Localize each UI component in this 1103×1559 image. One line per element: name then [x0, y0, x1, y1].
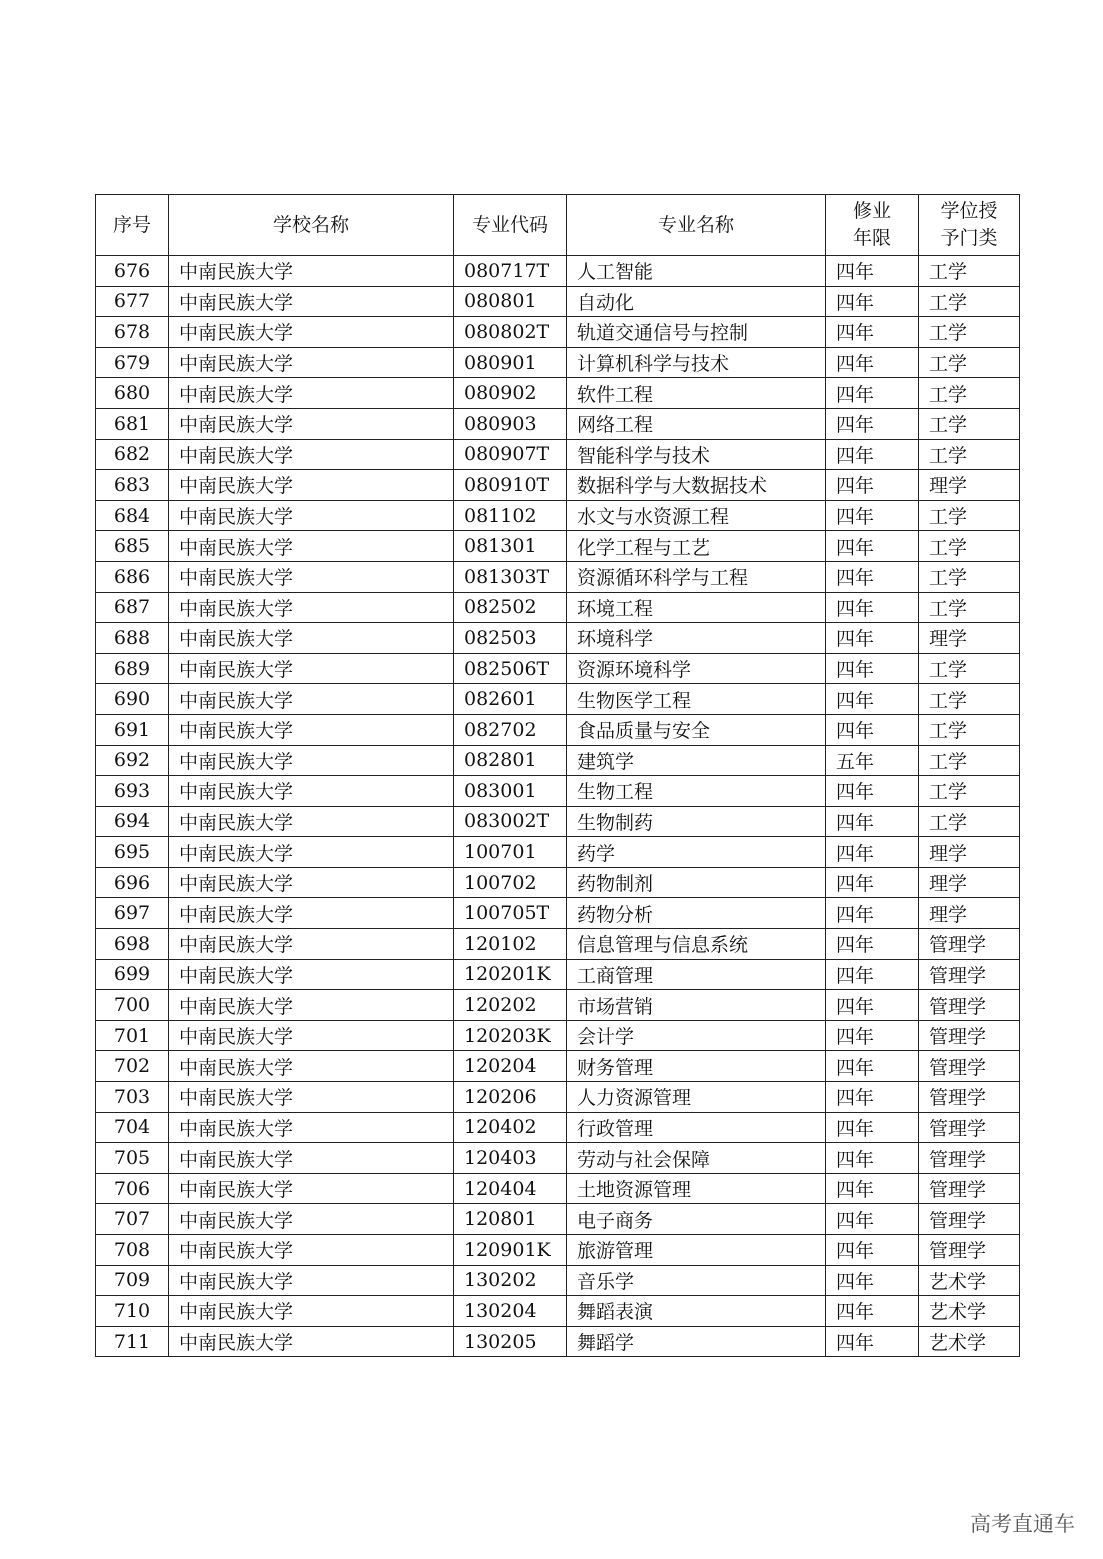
- major-cell: 建筑学: [567, 745, 826, 776]
- code-cell: 081303T: [454, 561, 567, 592]
- duration-cell: 四年: [826, 408, 919, 439]
- table-row: [96, 347, 1020, 378]
- code-cell: 081102: [454, 500, 567, 531]
- degree-cell: 工学: [919, 317, 1020, 348]
- seq-cell: 703: [96, 1082, 169, 1113]
- degree-cell: 管理学: [919, 990, 1020, 1021]
- code-cell: 080802T: [454, 317, 567, 348]
- degree-cell: 管理学: [919, 1112, 1020, 1143]
- duration-cell: 四年: [826, 500, 919, 531]
- seq-cell: 702: [96, 1051, 169, 1082]
- code-cell: 080901: [454, 347, 567, 378]
- degree-cell: 管理学: [919, 1051, 1020, 1082]
- major-cell: 化学工程与工艺: [567, 531, 826, 562]
- degree-cell: 艺术学: [919, 1296, 1020, 1327]
- header-duration-line2: 年限: [852, 227, 891, 249]
- seq-cell: 696: [96, 867, 169, 898]
- school-cell: 中南民族大学: [169, 1051, 454, 1082]
- degree-cell: 管理学: [919, 1082, 1020, 1113]
- degree-cell: 工学: [919, 531, 1020, 562]
- duration-cell: 四年: [826, 286, 919, 317]
- table-row: [96, 317, 1020, 348]
- degree-cell: 管理学: [919, 1173, 1020, 1204]
- header-duration: [826, 195, 919, 256]
- school-cell: 中南民族大学: [169, 1082, 454, 1113]
- degree-cell: 理学: [919, 867, 1020, 898]
- degree-cell: 理学: [919, 837, 1020, 868]
- degree-cell: 工学: [919, 500, 1020, 531]
- duration-cell: 四年: [826, 990, 919, 1021]
- school-cell: 中南民族大学: [169, 898, 454, 929]
- code-cell: 082503: [454, 623, 567, 654]
- duration-cell: 四年: [826, 684, 919, 715]
- major-cell: 信息管理与信息系统: [567, 929, 826, 960]
- code-cell: 120201K: [454, 959, 567, 990]
- duration-cell: 四年: [826, 561, 919, 592]
- school-cell: 中南民族大学: [169, 1020, 454, 1051]
- degree-cell: 工学: [919, 286, 1020, 317]
- header-seq: 序号: [96, 195, 169, 256]
- code-cell: 080717T: [454, 256, 567, 287]
- table-row: [96, 1265, 1020, 1296]
- major-cell: 环境科学: [567, 623, 826, 654]
- degree-cell: 工学: [919, 684, 1020, 715]
- major-cell: 网络工程: [567, 408, 826, 439]
- degree-cell: 工学: [919, 745, 1020, 776]
- seq-cell: 699: [96, 959, 169, 990]
- seq-cell: 689: [96, 653, 169, 684]
- seq-cell: 690: [96, 684, 169, 715]
- seq-cell: 681: [96, 408, 169, 439]
- major-cell: 市场营销: [567, 990, 826, 1021]
- table-row: [96, 256, 1020, 287]
- table-row: [96, 1051, 1020, 1082]
- school-cell: 中南民族大学: [169, 623, 454, 654]
- school-cell: 中南民族大学: [169, 806, 454, 837]
- code-cell: 100705T: [454, 898, 567, 929]
- major-cell: 软件工程: [567, 378, 826, 409]
- code-cell: 080902: [454, 378, 567, 409]
- table-row: [96, 531, 1020, 562]
- table-row: [96, 714, 1020, 745]
- code-cell: 082502: [454, 592, 567, 623]
- code-cell: 120202: [454, 990, 567, 1021]
- table-row: [96, 837, 1020, 868]
- major-cell: 工商管理: [567, 959, 826, 990]
- table-row: [96, 867, 1020, 898]
- seq-cell: 682: [96, 439, 169, 470]
- code-cell: 082801: [454, 745, 567, 776]
- degree-cell: 艺术学: [919, 1265, 1020, 1296]
- code-cell: 120206: [454, 1082, 567, 1113]
- degree-cell: 工学: [919, 256, 1020, 287]
- degree-cell: 管理学: [919, 1143, 1020, 1174]
- degree-cell: 艺术学: [919, 1326, 1020, 1357]
- table-row: [96, 439, 1020, 470]
- code-cell: 080907T: [454, 439, 567, 470]
- seq-cell: 688: [96, 623, 169, 654]
- school-cell: 中南民族大学: [169, 867, 454, 898]
- duration-cell: 四年: [826, 867, 919, 898]
- school-cell: 中南民族大学: [169, 745, 454, 776]
- seq-cell: 677: [96, 286, 169, 317]
- code-cell: 120801: [454, 1204, 567, 1235]
- duration-cell: 四年: [826, 653, 919, 684]
- table-row: [96, 745, 1020, 776]
- header-duration-line1: 修业: [852, 200, 891, 222]
- code-cell: 120402: [454, 1112, 567, 1143]
- duration-cell: 四年: [826, 347, 919, 378]
- seq-cell: 706: [96, 1173, 169, 1204]
- duration-cell: 四年: [826, 317, 919, 348]
- duration-cell: 四年: [826, 531, 919, 562]
- school-cell: 中南民族大学: [169, 531, 454, 562]
- major-cell: 计算机科学与技术: [567, 347, 826, 378]
- seq-cell: 692: [96, 745, 169, 776]
- major-cell: 药物制剂: [567, 867, 826, 898]
- table-row: [96, 500, 1020, 531]
- major-cell: 食品质量与安全: [567, 714, 826, 745]
- table-row: [96, 1326, 1020, 1357]
- seq-cell: 704: [96, 1112, 169, 1143]
- majors-table: [95, 194, 1020, 1357]
- code-cell: 130202: [454, 1265, 567, 1296]
- code-cell: 120403: [454, 1143, 567, 1174]
- major-cell: 生物制药: [567, 806, 826, 837]
- duration-cell: 四年: [826, 470, 919, 501]
- header-major: 专业名称: [567, 195, 826, 256]
- code-cell: 100701: [454, 837, 567, 868]
- seq-cell: 701: [96, 1020, 169, 1051]
- code-cell: 083001: [454, 776, 567, 807]
- table-row: [96, 990, 1020, 1021]
- table-body: [96, 256, 1020, 1357]
- degree-cell: 理学: [919, 623, 1020, 654]
- duration-cell: 四年: [826, 1265, 919, 1296]
- header-degree: [919, 195, 1020, 256]
- degree-cell: 工学: [919, 776, 1020, 807]
- school-cell: 中南民族大学: [169, 1235, 454, 1266]
- duration-cell: 四年: [826, 592, 919, 623]
- table-header: [96, 195, 1020, 256]
- table-row: [96, 378, 1020, 409]
- major-cell: 舞蹈学: [567, 1326, 826, 1357]
- code-cell: 120204: [454, 1051, 567, 1082]
- header-code: 专业代码: [454, 195, 567, 256]
- degree-cell: 理学: [919, 470, 1020, 501]
- degree-cell: 工学: [919, 561, 1020, 592]
- degree-cell: 工学: [919, 806, 1020, 837]
- school-cell: 中南民族大学: [169, 256, 454, 287]
- duration-cell: 四年: [826, 776, 919, 807]
- watermark-text: 高考直通车: [970, 1512, 1075, 1536]
- seq-cell: 697: [96, 898, 169, 929]
- duration-cell: 四年: [826, 623, 919, 654]
- code-cell: 100702: [454, 867, 567, 898]
- duration-cell: 四年: [826, 439, 919, 470]
- school-cell: 中南民族大学: [169, 776, 454, 807]
- duration-cell: 四年: [826, 714, 919, 745]
- school-cell: 中南民族大学: [169, 1204, 454, 1235]
- duration-cell: 五年: [826, 745, 919, 776]
- major-cell: 电子商务: [567, 1204, 826, 1235]
- code-cell: 120901K: [454, 1235, 567, 1266]
- header-school: 学校名称: [169, 195, 454, 256]
- duration-cell: 四年: [826, 929, 919, 960]
- degree-cell: 管理学: [919, 1020, 1020, 1051]
- duration-cell: 四年: [826, 1326, 919, 1357]
- code-cell: 082702: [454, 714, 567, 745]
- seq-cell: 691: [96, 714, 169, 745]
- school-cell: 中南民族大学: [169, 714, 454, 745]
- seq-cell: 707: [96, 1204, 169, 1235]
- table-row: [96, 408, 1020, 439]
- code-cell: 082601: [454, 684, 567, 715]
- major-cell: 环境工程: [567, 592, 826, 623]
- code-cell: 081301: [454, 531, 567, 562]
- major-cell: 自动化: [567, 286, 826, 317]
- school-cell: 中南民族大学: [169, 1143, 454, 1174]
- seq-cell: 694: [96, 806, 169, 837]
- degree-cell: 理学: [919, 898, 1020, 929]
- school-cell: 中南民族大学: [169, 959, 454, 990]
- table-row: [96, 898, 1020, 929]
- table-row: [96, 1204, 1020, 1235]
- major-cell: 音乐学: [567, 1265, 826, 1296]
- major-cell: 财务管理: [567, 1051, 826, 1082]
- seq-cell: 683: [96, 470, 169, 501]
- header-row: [96, 195, 1020, 256]
- duration-cell: 四年: [826, 256, 919, 287]
- degree-cell: 工学: [919, 378, 1020, 409]
- table-row: [96, 929, 1020, 960]
- school-cell: 中南民族大学: [169, 1326, 454, 1357]
- major-cell: 土地资源管理: [567, 1173, 826, 1204]
- seq-cell: 686: [96, 561, 169, 592]
- code-cell: 083002T: [454, 806, 567, 837]
- school-cell: 中南民族大学: [169, 347, 454, 378]
- table-row: [96, 1173, 1020, 1204]
- header-degree-line1: 学位授: [940, 200, 998, 222]
- code-cell: 080903: [454, 408, 567, 439]
- major-cell: 水文与水资源工程: [567, 500, 826, 531]
- major-cell: 会计学: [567, 1020, 826, 1051]
- major-cell: 生物医学工程: [567, 684, 826, 715]
- code-cell: 120203K: [454, 1020, 567, 1051]
- school-cell: 中南民族大学: [169, 408, 454, 439]
- major-cell: 智能科学与技术: [567, 439, 826, 470]
- degree-cell: 管理学: [919, 1235, 1020, 1266]
- degree-cell: 工学: [919, 439, 1020, 470]
- duration-cell: 四年: [826, 1112, 919, 1143]
- major-cell: 劳动与社会保障: [567, 1143, 826, 1174]
- duration-cell: 四年: [826, 1051, 919, 1082]
- major-cell: 轨道交通信号与控制: [567, 317, 826, 348]
- duration-cell: 四年: [826, 837, 919, 868]
- table-row: [96, 1082, 1020, 1113]
- school-cell: 中南民族大学: [169, 439, 454, 470]
- duration-cell: 四年: [826, 1143, 919, 1174]
- degree-cell: 管理学: [919, 1204, 1020, 1235]
- duration-cell: 四年: [826, 1204, 919, 1235]
- code-cell: 080801: [454, 286, 567, 317]
- seq-cell: 684: [96, 500, 169, 531]
- major-cell: 资源循环科学与工程: [567, 561, 826, 592]
- duration-cell: 四年: [826, 898, 919, 929]
- duration-cell: 四年: [826, 806, 919, 837]
- major-cell: 生物工程: [567, 776, 826, 807]
- major-cell: 人力资源管理: [567, 1082, 826, 1113]
- major-cell: 资源环境科学: [567, 653, 826, 684]
- duration-cell: 四年: [826, 959, 919, 990]
- major-cell: 人工智能: [567, 256, 826, 287]
- school-cell: 中南民族大学: [169, 378, 454, 409]
- seq-cell: 680: [96, 378, 169, 409]
- code-cell: 130205: [454, 1326, 567, 1357]
- major-cell: 药物分析: [567, 898, 826, 929]
- code-cell: 080910T: [454, 470, 567, 501]
- major-cell: 舞蹈表演: [567, 1296, 826, 1327]
- table-row: [96, 684, 1020, 715]
- degree-cell: 工学: [919, 714, 1020, 745]
- major-cell: 行政管理: [567, 1112, 826, 1143]
- code-cell: 120404: [454, 1173, 567, 1204]
- table-row: [96, 1296, 1020, 1327]
- duration-cell: 四年: [826, 1173, 919, 1204]
- seq-cell: 700: [96, 990, 169, 1021]
- seq-cell: 685: [96, 531, 169, 562]
- school-cell: 中南民族大学: [169, 684, 454, 715]
- table-row: [96, 286, 1020, 317]
- school-cell: 中南民族大学: [169, 990, 454, 1021]
- duration-cell: 四年: [826, 378, 919, 409]
- table-row: [96, 1143, 1020, 1174]
- seq-cell: 679: [96, 347, 169, 378]
- school-cell: 中南民族大学: [169, 1296, 454, 1327]
- degree-cell: 管理学: [919, 929, 1020, 960]
- duration-cell: 四年: [826, 1296, 919, 1327]
- degree-cell: 工学: [919, 592, 1020, 623]
- major-cell: 药学: [567, 837, 826, 868]
- school-cell: 中南民族大学: [169, 592, 454, 623]
- table-row: [96, 623, 1020, 654]
- table-row: [96, 806, 1020, 837]
- seq-cell: 709: [96, 1265, 169, 1296]
- degree-cell: 工学: [919, 653, 1020, 684]
- degree-cell: 工学: [919, 408, 1020, 439]
- code-cell: 120102: [454, 929, 567, 960]
- seq-cell: 708: [96, 1235, 169, 1266]
- seq-cell: 693: [96, 776, 169, 807]
- school-cell: 中南民族大学: [169, 500, 454, 531]
- table-row: [96, 959, 1020, 990]
- seq-cell: 676: [96, 256, 169, 287]
- school-cell: 中南民族大学: [169, 286, 454, 317]
- code-cell: 082506T: [454, 653, 567, 684]
- table-row: [96, 653, 1020, 684]
- seq-cell: 695: [96, 837, 169, 868]
- degree-cell: 工学: [919, 347, 1020, 378]
- school-cell: 中南民族大学: [169, 561, 454, 592]
- table-row: [96, 1235, 1020, 1266]
- table-row: [96, 592, 1020, 623]
- school-cell: 中南民族大学: [169, 837, 454, 868]
- code-cell: 130204: [454, 1296, 567, 1327]
- school-cell: 中南民族大学: [169, 653, 454, 684]
- table-row: [96, 470, 1020, 501]
- school-cell: 中南民族大学: [169, 1265, 454, 1296]
- major-cell: 旅游管理: [567, 1235, 826, 1266]
- duration-cell: 四年: [826, 1235, 919, 1266]
- seq-cell: 710: [96, 1296, 169, 1327]
- school-cell: 中南民族大学: [169, 470, 454, 501]
- seq-cell: 711: [96, 1326, 169, 1357]
- header-degree-line2: 予门类: [940, 227, 998, 249]
- table-row: [96, 561, 1020, 592]
- major-cell: 数据科学与大数据技术: [567, 470, 826, 501]
- seq-cell: 705: [96, 1143, 169, 1174]
- seq-cell: 698: [96, 929, 169, 960]
- school-cell: 中南民族大学: [169, 929, 454, 960]
- school-cell: 中南民族大学: [169, 1112, 454, 1143]
- table-row: [96, 1020, 1020, 1051]
- seq-cell: 687: [96, 592, 169, 623]
- table-row: [96, 776, 1020, 807]
- duration-cell: 四年: [826, 1082, 919, 1113]
- school-cell: 中南民族大学: [169, 1173, 454, 1204]
- degree-cell: 管理学: [919, 959, 1020, 990]
- table-row: [96, 1112, 1020, 1143]
- school-cell: 中南民族大学: [169, 317, 454, 348]
- duration-cell: 四年: [826, 1020, 919, 1051]
- seq-cell: 678: [96, 317, 169, 348]
